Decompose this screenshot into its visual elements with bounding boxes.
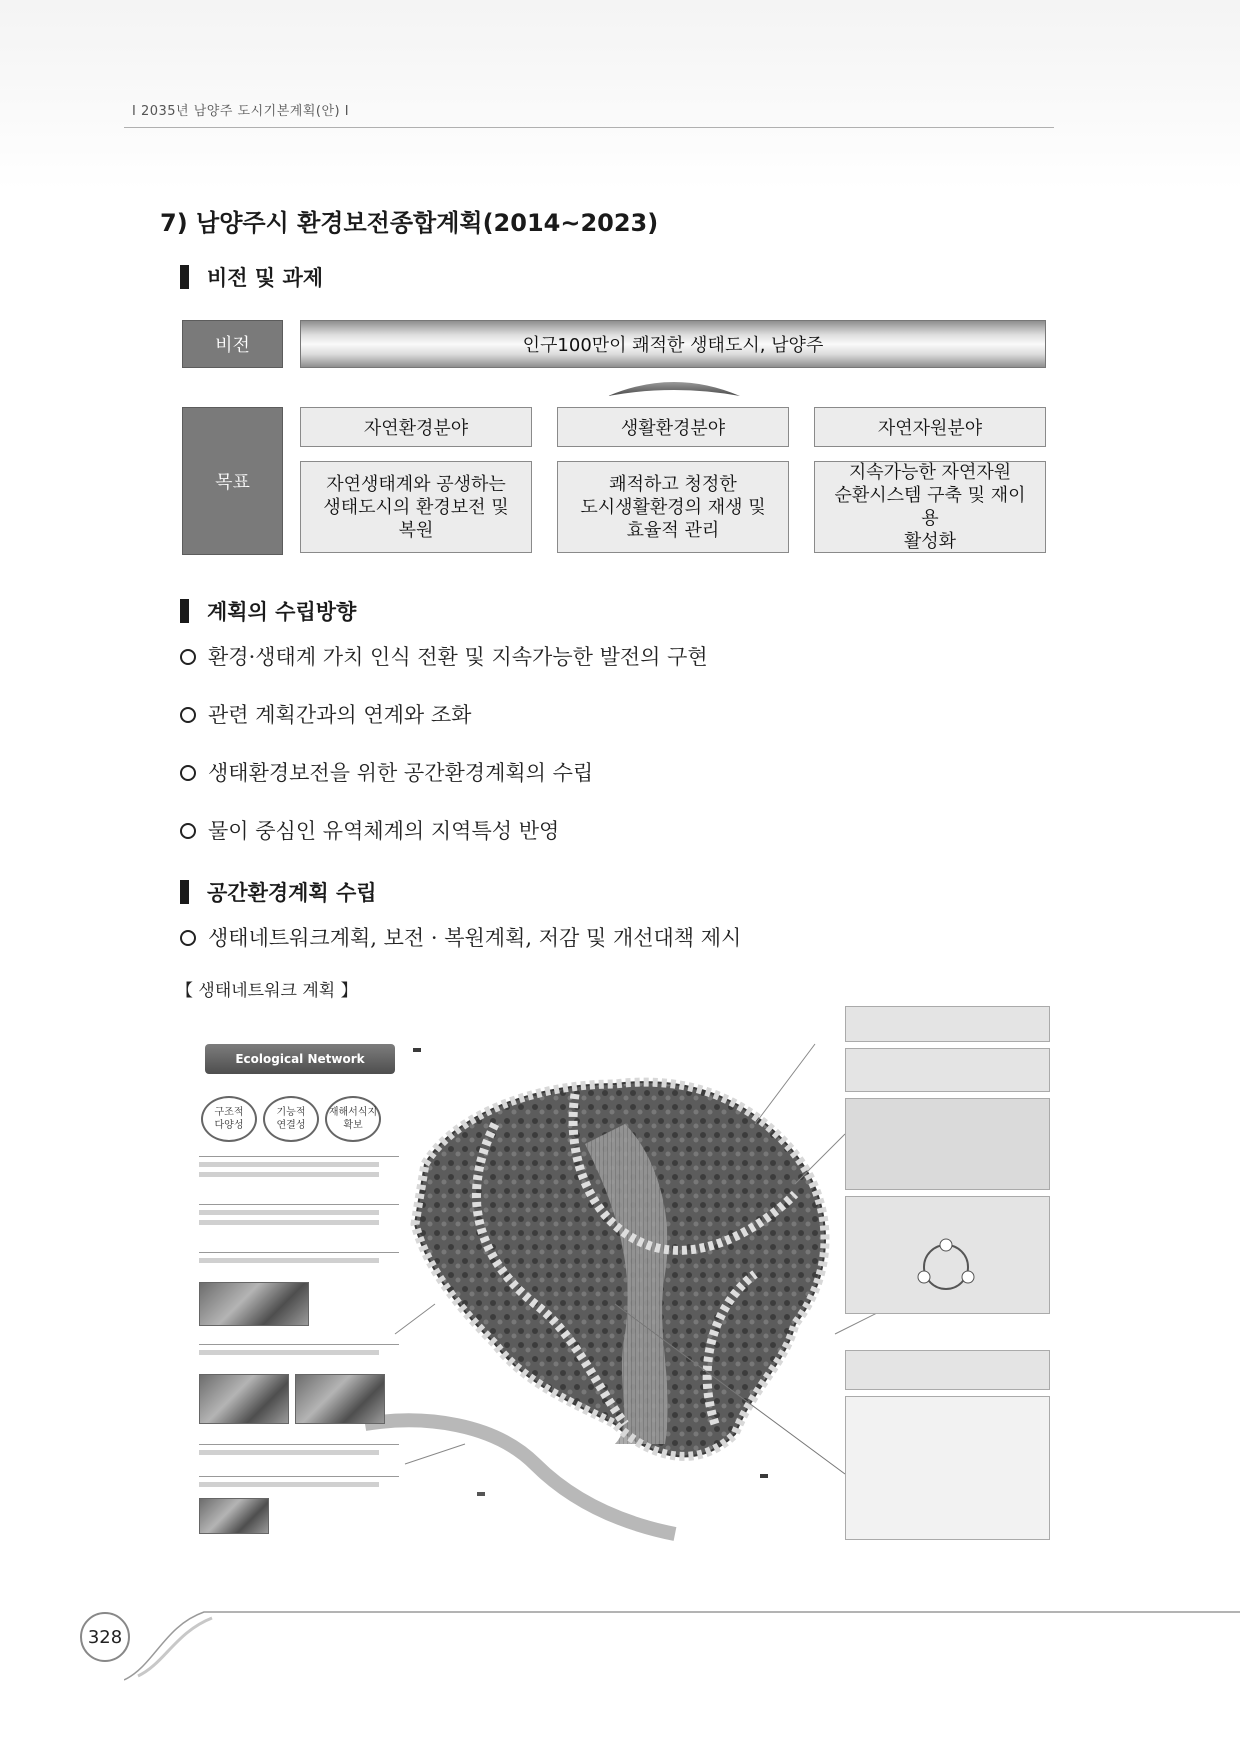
category-natural-resources: 자연자원분야 bbox=[814, 407, 1046, 447]
section-title: 7) 남양주시 환경보전종합계획(2014~2023) bbox=[160, 209, 659, 237]
list-item-text: 환경·생태계 가치 인식 전환 및 지속가능한 발전의 구현 bbox=[208, 645, 708, 669]
running-header: Ⅰ 2035년 남양주 도시기본계획(안) Ⅰ bbox=[132, 104, 350, 119]
up-arrow-icon bbox=[608, 374, 740, 396]
goal-line: 활성화 bbox=[903, 531, 957, 552]
vision-heading bbox=[180, 262, 323, 292]
photo-thumbnail bbox=[199, 1374, 289, 1424]
legend-block bbox=[199, 1474, 399, 1487]
goal-line: 자연생태계와 공생하는 bbox=[326, 473, 506, 495]
legend-block-title bbox=[199, 1202, 399, 1205]
goal-natural-resources bbox=[814, 461, 1046, 553]
info-panel bbox=[845, 1098, 1050, 1190]
footer-swoosh bbox=[124, 1606, 1240, 1686]
goal-living-environment bbox=[557, 461, 789, 553]
info-panel bbox=[845, 1350, 1050, 1390]
list-item-text: 관련 계획간과의 연계와 조화 bbox=[208, 703, 472, 727]
legend-block bbox=[199, 1202, 399, 1225]
legend-block bbox=[199, 1250, 399, 1263]
circle-bullet-icon bbox=[180, 765, 196, 781]
list-item-text: 생태환경보전을 위한 공간환경계획의 수립 bbox=[208, 761, 594, 785]
vision-statement: 인구100만이 쾌적한 생태도시, 남양주 bbox=[300, 320, 1046, 368]
photo-thumbnail bbox=[295, 1374, 385, 1424]
header-background bbox=[0, 0, 1240, 190]
photo-thumbnail bbox=[199, 1498, 269, 1534]
category-natural-environment: 자연환경분야 bbox=[300, 407, 532, 447]
page-number: 328 bbox=[80, 1612, 130, 1662]
list-item-text: 물이 중심인 유역체계의 지역특성 반영 bbox=[208, 819, 560, 843]
goal-natural-environment bbox=[300, 461, 532, 553]
legend-block-title bbox=[199, 1474, 399, 1477]
legend-block bbox=[199, 1342, 399, 1355]
info-panel bbox=[845, 1048, 1050, 1092]
principle-circle: 구조적 다양성 bbox=[201, 1096, 257, 1142]
circle-bullet-icon bbox=[180, 930, 196, 946]
category-living-environment: 생활환경분야 bbox=[557, 407, 789, 447]
legend-block bbox=[199, 1442, 399, 1455]
list-item bbox=[180, 641, 708, 671]
legend-block-title bbox=[199, 1154, 399, 1157]
circle-bullet-icon bbox=[180, 823, 196, 839]
legend-block-title bbox=[199, 1342, 399, 1345]
header-rule bbox=[124, 127, 1054, 128]
list-item bbox=[180, 757, 593, 787]
principle-circle: 기능적 연결성 bbox=[263, 1096, 319, 1142]
figure-caption: 【 생태네트워크 계획 】 bbox=[176, 981, 358, 1001]
heading-marker bbox=[180, 880, 189, 904]
ecological-network-banner: Ecological Network bbox=[205, 1044, 395, 1074]
goal-line: 생태도시의 환경보전 및 bbox=[323, 496, 509, 518]
map-label bbox=[477, 1492, 485, 1496]
heading-marker bbox=[180, 599, 189, 623]
ecological-network-map bbox=[195, 1004, 1050, 1542]
info-panel bbox=[845, 1006, 1050, 1042]
cycle-diagram-icon bbox=[906, 1237, 986, 1297]
list-item-text: 생태네트워크계획, 보전 · 복원계획, 저감 및 개선대책 제시 bbox=[208, 926, 742, 950]
direction-heading bbox=[180, 596, 356, 626]
map-label bbox=[413, 1048, 421, 1052]
vision-label-box: 비전 bbox=[182, 320, 283, 368]
list-item bbox=[180, 922, 741, 952]
legend-block bbox=[199, 1154, 399, 1177]
heading-marker bbox=[180, 265, 189, 289]
legend-block-title bbox=[199, 1442, 399, 1445]
spatial-heading-text: 공간환경계획 수립 bbox=[207, 881, 377, 905]
info-panel bbox=[845, 1196, 1050, 1314]
goal-line: 도시생활환경의 재생 및 bbox=[580, 496, 766, 518]
vision-heading-text: 비전 및 과제 bbox=[207, 266, 324, 290]
legend-block-title bbox=[199, 1250, 399, 1253]
map-legend bbox=[845, 1396, 1050, 1540]
goal-line: 쾌적하고 청정한 bbox=[609, 473, 737, 495]
principle-circle: 재해서식지 확보 bbox=[325, 1096, 381, 1142]
map-label bbox=[760, 1474, 768, 1478]
circle-bullet-icon bbox=[180, 707, 196, 723]
goal-line: 지속가능한 자연자원 bbox=[848, 462, 1012, 483]
direction-heading-text: 계획의 수립방향 bbox=[207, 600, 357, 624]
goal-line: 복원 bbox=[398, 519, 434, 541]
photo-thumbnail bbox=[199, 1282, 309, 1326]
goal-line: 효율적 관리 bbox=[626, 519, 720, 541]
list-item bbox=[180, 815, 559, 845]
list-item bbox=[180, 699, 471, 729]
spatial-heading bbox=[180, 877, 377, 907]
goal-label-box: 목표 bbox=[182, 407, 283, 555]
circle-bullet-icon bbox=[180, 649, 196, 665]
goal-line: 순환시스템 구축 및 재이용 bbox=[834, 485, 1026, 529]
